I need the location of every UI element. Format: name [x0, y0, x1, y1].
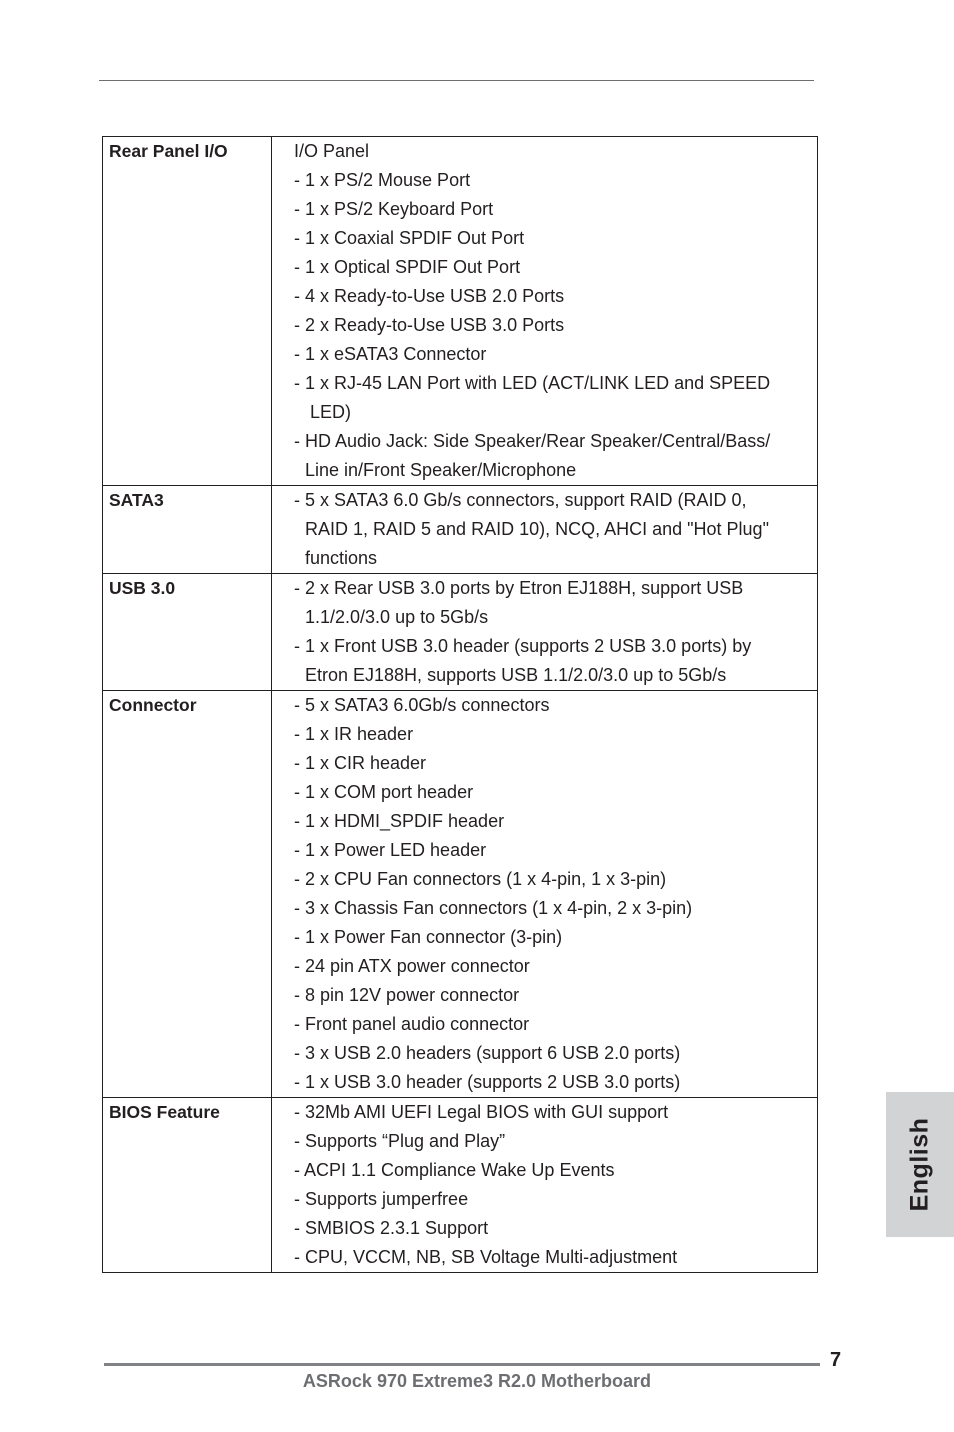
spec-line: - 1 x COM port header [294, 782, 474, 802]
spec-line: - 1 x Power LED header [294, 840, 487, 860]
spec-line: - 5 x SATA3 6.0Gb/s connectors [294, 695, 550, 715]
spec-line: - CPU, VCCM, NB, SB Voltage Multi-adjustment [294, 1247, 678, 1267]
specification-table [102, 136, 818, 1273]
spec-line: - 3 x Chassis Fan connectors (1 x 4-pin, 2 x 3-pin) [294, 898, 693, 918]
spec-line: - 2 x CPU Fan connectors (1 x 4-pin, 1 x 3-pin) [294, 869, 667, 889]
spec-line-continued: RAID 1, RAID 5 and RAID 10), NCQ, AHCI and "Hot Plug" [305, 519, 769, 539]
spec-line-continued: 1.1/2.0/3.0 up to 5Gb/s [305, 607, 489, 627]
spec-row-bios-feature [103, 1098, 818, 1273]
spec-line-continued: Etron EJ188H, supports USB 1.1/2.0/3.0 up to 5Gb/s [305, 665, 727, 685]
spec-items [272, 1098, 818, 1273]
spec-label: SATA3 [103, 486, 272, 574]
spec-line: - 2 x Ready-to-Use USB 3.0 Ports [294, 315, 565, 335]
spec-line: - Front panel audio connector [294, 1014, 530, 1034]
header-rule [99, 80, 814, 81]
language-tab [886, 1092, 954, 1237]
spec-items [272, 137, 818, 486]
footer-rule [104, 1363, 820, 1366]
spec-label: Rear Panel I/O [103, 137, 272, 486]
spec-line: - 1 x PS/2 Mouse Port [294, 170, 471, 190]
spec-row-connector [103, 691, 818, 1098]
spec-line: - 3 x USB 2.0 headers (support 6 USB 2.0 ports) [294, 1043, 681, 1063]
spec-row-sata3 [103, 486, 818, 574]
page-number: 7 [830, 1349, 842, 1371]
spec-line: - 1 x Front USB 3.0 header (supports 2 USB 3.0 ports) by [294, 636, 752, 656]
spec-items [272, 486, 818, 574]
spec-label: BIOS Feature [103, 1098, 272, 1273]
spec-items [272, 574, 818, 691]
spec-line: - SMBIOS 2.3.1 Support [294, 1218, 489, 1238]
spec-line: - ACPI 1.1 Compliance Wake Up Events [294, 1160, 615, 1180]
language-tab-label: English [905, 1117, 934, 1212]
spec-line: - 2 x Rear USB 3.0 ports by Etron EJ188H, support USB [294, 578, 744, 598]
spec-line: - HD Audio Jack: Side Speaker/Rear Speaker/Central/Bass/ [294, 431, 771, 451]
spec-items [272, 691, 818, 1098]
spec-label: Connector [103, 691, 272, 1098]
spec-line-continued: functions [305, 548, 378, 568]
spec-row-rear-panel-io [103, 137, 818, 486]
spec-line: I/O Panel [294, 141, 370, 161]
spec-line-continued: Line in/Front Speaker/Microphone [305, 460, 577, 480]
spec-line: - 1 x PS/2 Keyboard Port [294, 199, 494, 219]
spec-line: - 24 pin ATX power connector [294, 956, 530, 976]
spec-line: - 1 x CIR header [294, 753, 427, 773]
spec-line: - 1 x Power Fan connector (3-pin) [294, 927, 563, 947]
spec-line: - 4 x Ready-to-Use USB 2.0 Ports [294, 286, 565, 306]
spec-line: - Supports “Plug and Play” [294, 1131, 506, 1151]
spec-line: - 1 x USB 3.0 header (supports 2 USB 3.0 ports) [294, 1072, 681, 1092]
spec-line: - Supports jumperfree [294, 1189, 469, 1209]
spec-line: - 1 x HDMI_SPDIF header [294, 811, 505, 831]
spec-line: - 1 x eSATA3 Connector [294, 344, 487, 364]
spec-line: - 1 x Optical SPDIF Out Port [294, 257, 521, 277]
spec-label: USB 3.0 [103, 574, 272, 691]
spec-row-usb30 [103, 574, 818, 691]
spec-line: - 1 x Coaxial SPDIF Out Port [294, 228, 525, 248]
spec-line: - 32Mb AMI UEFI Legal BIOS with GUI support [294, 1102, 669, 1122]
footer-title: ASRock 970 Extreme3 R2.0 Motherboard [302, 1371, 652, 1391]
spec-line-continued: LED) [310, 402, 352, 422]
spec-line: - 5 x SATA3 6.0 Gb/s connectors, support RAID (RAID 0, [294, 490, 747, 510]
spec-line: - 8 pin 12V power connector [294, 985, 520, 1005]
spec-line: - 1 x RJ-45 LAN Port with LED (ACT/LINK LED and SPEED [294, 373, 771, 393]
spec-line: - 1 x IR header [294, 724, 414, 744]
